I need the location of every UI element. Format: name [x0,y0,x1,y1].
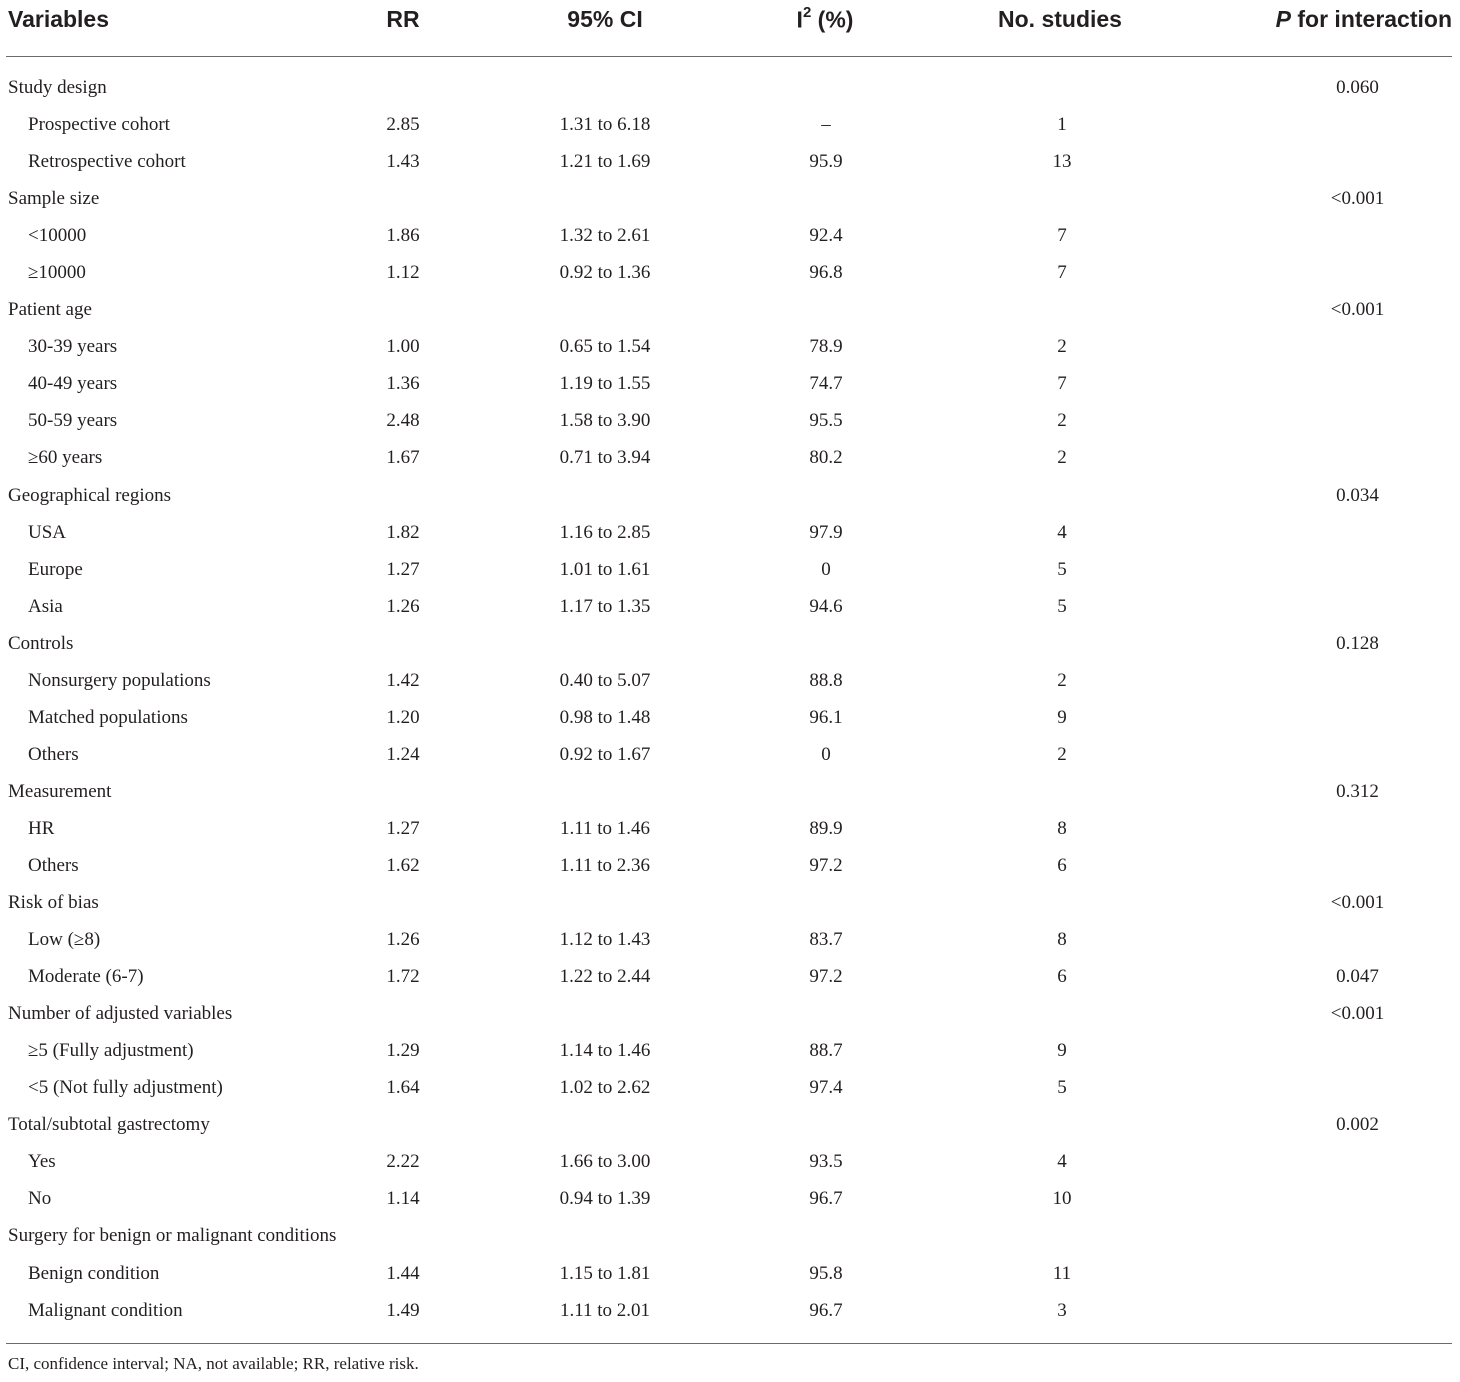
table-row-group [0,1218,1460,1255]
cell-variable: Geographical regions [8,484,172,506]
cell-no-studies: 2 [1057,410,1067,432]
cell-i2: – [821,114,831,136]
table-row [0,552,1460,589]
table-bottom-rule [6,1343,1452,1344]
cell-ci: 0.94 to 1.39 [559,1188,651,1210]
cell-variable: Low (≥8) [28,929,101,951]
cell-no-studies: 11 [1052,1262,1072,1284]
table-row [0,107,1460,144]
header-variables: Variables [8,6,110,32]
cell-no-studies: 2 [1057,743,1067,765]
table-row [0,663,1460,700]
table-row [0,255,1460,292]
cell-ci: 0.98 to 1.48 [559,706,651,728]
table-row [0,144,1460,181]
cell-i2: 96.7 [809,1299,843,1321]
cell-variable: ≥10000 [28,262,86,284]
table-header [0,0,1460,44]
cell-ci: 1.31 to 6.18 [559,114,651,136]
cell-no-studies: 3 [1057,1299,1067,1321]
cell-rr: 1.44 [386,1262,420,1284]
table-row [0,329,1460,366]
cell-variable: Measurement [8,780,112,802]
table-row-group [0,181,1460,218]
cell-p-interaction: 0.047 [1336,966,1379,988]
cell-i2: 96.7 [809,1188,843,1210]
cell-i2: 96.1 [809,706,843,728]
table-row [0,1144,1460,1181]
cell-p-interaction: <0.001 [1330,299,1385,321]
table-row [0,366,1460,403]
cell-i2: 74.7 [809,373,843,395]
cell-variable: Study design [8,77,107,98]
cell-variable: Europe [28,558,83,580]
cell-variable: <5 (Not fully adjustment) [28,1077,223,1099]
cell-no-studies: 4 [1057,521,1067,543]
cell-rr: 1.26 [386,595,420,617]
cell-ci: 1.22 to 2.44 [559,966,651,988]
table-footnote: CI, confidence interval; NA, not available; RR, relative risk. [8,1354,419,1373]
cell-ci: 1.02 to 2.62 [559,1077,651,1099]
table-row [0,959,1460,996]
table-row-group [0,885,1460,922]
cell-variable: Nonsurgery populations [28,669,211,691]
cell-rr: 1.12 [386,262,420,284]
header-no-studies: No. studies [998,6,1122,32]
cell-i2: 97.4 [809,1077,843,1099]
cell-ci: 1.19 to 1.55 [559,373,651,395]
cell-variable: ≥60 years [28,447,103,469]
cell-no-studies: 9 [1057,706,1067,728]
cell-i2: 0 [821,743,831,765]
cell-rr: 1.36 [386,373,420,395]
cell-variable: ≥5 (Fully adjustment) [28,1040,194,1062]
table-row [0,218,1460,255]
cell-variable: Surgery for benign or malignant conditions [8,1225,337,1247]
cell-no-studies: 6 [1057,854,1067,876]
cell-no-studies: 2 [1057,669,1067,691]
cell-variable: Prospective cohort [28,114,170,136]
cell-p-interaction: 0.034 [1336,484,1379,506]
table-row [0,700,1460,737]
cell-rr: 1.14 [386,1188,420,1210]
header-i2-base: I [796,6,803,33]
cell-rr: 1.43 [386,151,420,173]
cell-i2: 92.4 [809,225,843,247]
header-p-rest: for interaction [1290,6,1452,32]
cell-rr: 1.72 [386,966,420,988]
header-rr: RR [386,6,420,32]
cell-variable: Sample size [8,188,100,210]
cell-ci: 0.71 to 3.94 [559,447,651,469]
cell-p-interaction: <0.001 [1330,1003,1385,1025]
cell-ci: 1.15 to 1.81 [559,1262,651,1284]
cell-variable: 30-39 years [28,336,118,358]
cell-rr: 1.27 [386,817,420,839]
cell-i2: 94.6 [809,595,843,617]
cell-no-studies: 2 [1057,447,1067,469]
cell-variable: <10000 [28,225,87,247]
cell-rr: 1.82 [386,521,420,543]
cell-i2: 96.8 [809,262,843,284]
cell-no-studies: 7 [1057,373,1067,395]
cell-variable: HR [28,817,55,839]
cell-ci: 1.66 to 3.00 [559,1151,651,1173]
table-row [0,737,1460,774]
cell-variable: Patient age [8,299,92,321]
header-divider [6,56,1452,57]
header-p-italic: P [1275,6,1291,32]
cell-ci: 0.65 to 1.54 [559,336,651,358]
cell-rr: 1.26 [386,929,420,951]
cell-variable: Asia [28,595,63,617]
table-row [0,1033,1460,1070]
cell-no-studies: 5 [1057,1077,1067,1099]
cell-variable: Malignant condition [28,1299,183,1321]
cell-ci: 1.11 to 2.01 [559,1299,651,1321]
table-row-group [0,478,1460,515]
cell-variable: Matched populations [28,706,188,728]
table-row [0,1070,1460,1107]
cell-variable: Others [28,743,79,765]
cell-variable: Risk of bias [8,892,99,914]
cell-ci: 1.12 to 1.43 [559,929,651,951]
cell-p-interaction: 0.002 [1336,1114,1379,1136]
cell-ci: 1.11 to 1.46 [559,817,651,839]
cell-rr: 1.64 [386,1077,420,1099]
cell-variable: Moderate (6-7) [28,966,144,988]
cell-variable: Number of adjusted variables [8,1003,233,1025]
cell-rr: 1.29 [386,1040,420,1062]
cell-variable: Others [28,854,79,876]
table-row-group [0,70,1460,107]
cell-rr: 2.22 [386,1151,420,1173]
cell-i2: 95.5 [809,410,843,432]
table-row [0,1181,1460,1218]
cell-i2: 89.9 [809,817,843,839]
cell-ci: 1.11 to 2.36 [559,854,651,876]
cell-i2: 95.9 [809,151,843,173]
cell-no-studies: 10 [1052,1188,1072,1210]
table-row-group [0,626,1460,663]
cell-p-interaction: 0.060 [1336,77,1379,98]
cell-no-studies: 5 [1057,595,1067,617]
cell-p-interaction: <0.001 [1330,892,1385,914]
header-i2-superscript: 2 [802,4,812,21]
cell-i2: 97.2 [809,966,843,988]
cell-rr: 1.00 [386,336,420,358]
cell-p-interaction: <0.001 [1330,188,1385,210]
table-row-group [0,774,1460,811]
cell-no-studies: 7 [1057,262,1067,284]
table-row [0,1256,1460,1293]
cell-no-studies: 8 [1057,929,1067,951]
cell-variable: Controls [8,632,74,654]
cell-variable: No [28,1188,52,1210]
cell-variable: Yes [28,1151,56,1173]
cell-i2: 83.7 [809,929,843,951]
cell-i2: 93.5 [809,1151,843,1173]
table-row-group [0,292,1460,329]
cell-ci: 1.01 to 1.61 [559,558,651,580]
cell-variable: USA [28,521,67,543]
cell-i2: 80.2 [809,447,843,469]
cell-ci: 1.32 to 2.61 [559,225,651,247]
cell-variable: Retrospective cohort [28,151,186,173]
cell-no-studies: 2 [1057,336,1067,358]
cell-i2: 97.9 [809,521,843,543]
cell-p-interaction: 0.312 [1336,780,1379,802]
cell-rr: 1.62 [386,854,420,876]
table-row [0,515,1460,552]
cell-ci: 1.17 to 1.35 [559,595,651,617]
cell-ci: 1.14 to 1.46 [559,1040,651,1062]
cell-no-studies: 4 [1057,1151,1067,1173]
cell-no-studies: 13 [1052,151,1072,173]
cell-ci: 1.58 to 3.90 [559,410,651,432]
header-p-interaction [1276,6,1452,33]
cell-rr: 1.42 [386,669,420,691]
cell-p-interaction: 0.128 [1336,632,1379,654]
table-row-group [0,1107,1460,1144]
table-row [0,811,1460,848]
table-row [0,440,1460,477]
cell-no-studies: 9 [1057,1040,1067,1062]
table-row [0,589,1460,626]
cell-i2: 95.8 [809,1262,843,1284]
cell-ci: 0.92 to 1.67 [559,743,651,765]
cell-rr: 1.24 [386,743,420,765]
cell-rr: 1.49 [386,1299,420,1321]
table-row [0,403,1460,440]
cell-no-studies: 8 [1057,817,1067,839]
table-row [0,1293,1460,1330]
cell-rr: 1.86 [386,225,420,247]
table-row-group [0,996,1460,1033]
cell-rr: 2.85 [386,114,420,136]
cell-ci: 1.16 to 2.85 [559,521,651,543]
cell-no-studies: 6 [1057,966,1067,988]
cell-ci: 1.21 to 1.69 [559,151,651,173]
cell-variable: Total/subtotal gastrectomy [8,1114,210,1136]
cell-i2: 88.8 [809,669,843,691]
header-ci: 95% CI [567,6,643,32]
cell-i2: 97.2 [809,854,843,876]
table-row [0,922,1460,959]
cell-i2: 88.7 [809,1040,843,1062]
table-row [0,848,1460,885]
header-i2-unit: (%) [811,6,854,33]
cell-ci: 0.92 to 1.36 [559,262,651,284]
header-i2 [760,6,890,34]
table-body [0,70,1460,1330]
cell-variable: 50-59 years [28,410,118,432]
cell-rr: 1.20 [386,706,420,728]
cell-no-studies: 1 [1057,114,1067,136]
cell-rr: 2.48 [386,410,420,432]
cell-ci: 0.40 to 5.07 [559,669,651,691]
cell-no-studies: 7 [1057,225,1067,247]
cell-variable: Benign condition [28,1262,160,1284]
cell-no-studies: 5 [1057,558,1067,580]
cell-rr: 1.27 [386,558,420,580]
cell-i2: 78.9 [809,336,843,358]
cell-variable: 40-49 years [28,373,118,395]
cell-rr: 1.67 [386,447,420,469]
cell-i2: 0 [821,558,831,580]
